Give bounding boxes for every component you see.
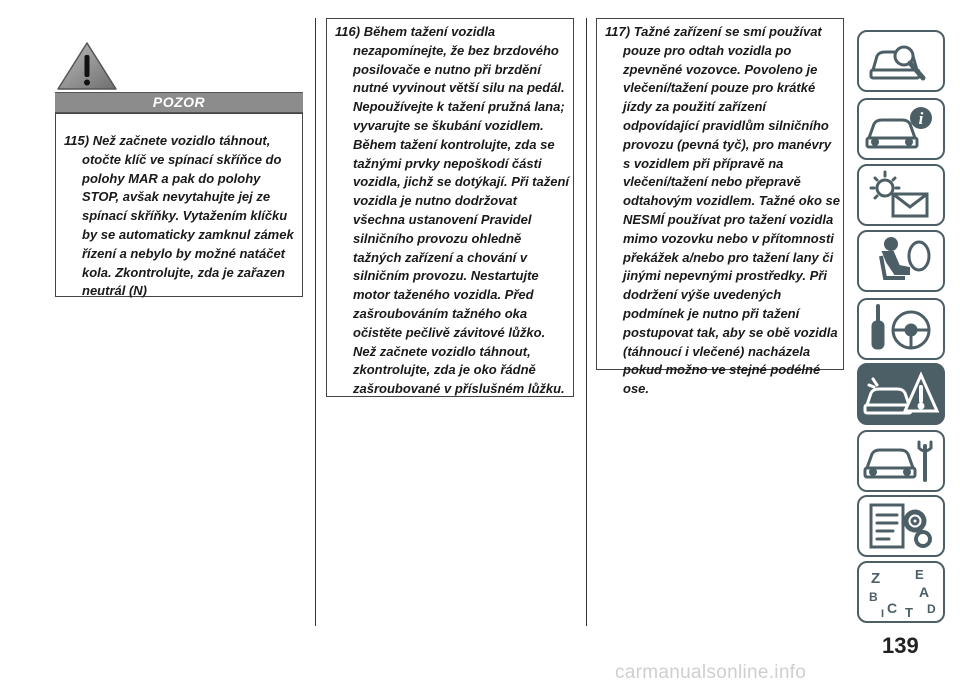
tab-safety[interactable] bbox=[857, 230, 945, 292]
note-text: Během tažení vozidla nezapomínejte, že bez brzdového posilovače e nutno při brzdění nutné vyvinout větší silu na pedál. Nepoužívejte k tažení pružná lana; vyvarujte se škubání vozidlem. Během tažení kontrolujte, zda se tažnými prvky nepoškodí části vozidla, jichž se dotýkají. Při tažení vozidla je nutno dodržovat všechna ustanovení Pravidel silničního provozu ohledně tažných zařízení a chování v silničním provozu. Nestartujte motor taženého vozidla. Před zašroubováním tažného oka očistěte pečlivě závitové lůžko. Než začnete vozidlo táhnout, zkontrolujte, zda je oko řádně zašroubované v příslušném lůžku. bbox=[353, 24, 570, 397]
watermark-link[interactable]: carmanualsonline.info bbox=[615, 662, 807, 683]
note-number: 116) bbox=[335, 24, 361, 39]
index-letter: T bbox=[905, 605, 913, 620]
note-115 bbox=[62, 132, 298, 301]
car-info-icon bbox=[859, 100, 943, 158]
tab-technical-data[interactable] bbox=[857, 495, 945, 557]
note-box-115 bbox=[55, 113, 303, 297]
car-dashboard-search-icon bbox=[859, 32, 943, 90]
document-gears-icon bbox=[859, 497, 943, 555]
tab-emergency[interactable] bbox=[857, 363, 945, 425]
car-wrench-icon bbox=[859, 432, 943, 490]
note-117 bbox=[603, 23, 841, 399]
index-letter: A bbox=[919, 584, 930, 600]
tab-car-info[interactable] bbox=[857, 98, 945, 160]
note-116 bbox=[333, 23, 569, 399]
warning-light-envelope-icon bbox=[859, 166, 943, 224]
note-text: Tažné zařízení se smí používat pouze pro odtah vozidla po zpevněné vozovce. Povoleno je vlečení/tažení pouze pro krátké jízdy za použití zařízení odpovídající pravidlům silničního provozu (pevná tyč), pro manévry s vozidlem při přípravě na vlečení/tažení nebo přepravě odtahovým vozidlem. Tažné oko se NESMÍ používat pro tažení vozidla mimo vozovku nebo v přítomnosti překážek a/nebo pro tažení lany či jinými nepevnými prostředky. Při dodržení výše uvedených podmínek je nutno při tažení postupovat tak, aby se obě vozidla (táhnoucí i vlečené) nacházela pokud možno ve stejné podélné ose. bbox=[623, 24, 840, 397]
note-number: 117) bbox=[605, 24, 631, 39]
warning-triangle-icon bbox=[55, 40, 119, 92]
car-emergency-warning-icon bbox=[859, 365, 943, 423]
note-box-116 bbox=[326, 18, 574, 397]
tab-dashboard[interactable] bbox=[857, 30, 945, 92]
key-steering-wheel-icon bbox=[859, 300, 943, 358]
warning-heading: POZOR bbox=[55, 92, 303, 113]
index-letter: I bbox=[881, 608, 885, 620]
index-letter: C bbox=[887, 600, 898, 616]
note-number: 115) bbox=[64, 133, 90, 148]
column-divider-left bbox=[315, 18, 316, 626]
page-number: 139 bbox=[882, 633, 919, 658]
note-text: Než začnete vozidlo táhnout, otočte klíč ve spínací skříňce do polohy MAR a pak do polohy STOP, avšak nevytahujte jej ze spínací skříňky. Vytažením klíčku by se automaticky zamknul zámek řízení a nebylo by možné natáčet kola. Zkontrolujte, zda je zařazen neutrál (N) bbox=[82, 133, 294, 299]
tab-start-driving[interactable] bbox=[857, 298, 945, 360]
column-divider-right bbox=[586, 18, 587, 626]
index-letter: B bbox=[869, 590, 878, 604]
index-letter: D bbox=[927, 602, 936, 616]
index-letter: Z bbox=[871, 570, 881, 587]
tab-index[interactable] bbox=[857, 561, 945, 623]
alphabetical-index-icon bbox=[859, 563, 943, 621]
passenger-airbag-icon bbox=[859, 232, 943, 290]
note-box-117 bbox=[596, 18, 844, 397]
tab-warning-lights[interactable] bbox=[857, 164, 945, 226]
svg-text:i: i bbox=[918, 109, 924, 128]
tab-maintenance[interactable] bbox=[857, 430, 945, 492]
index-letter: E bbox=[915, 567, 924, 582]
